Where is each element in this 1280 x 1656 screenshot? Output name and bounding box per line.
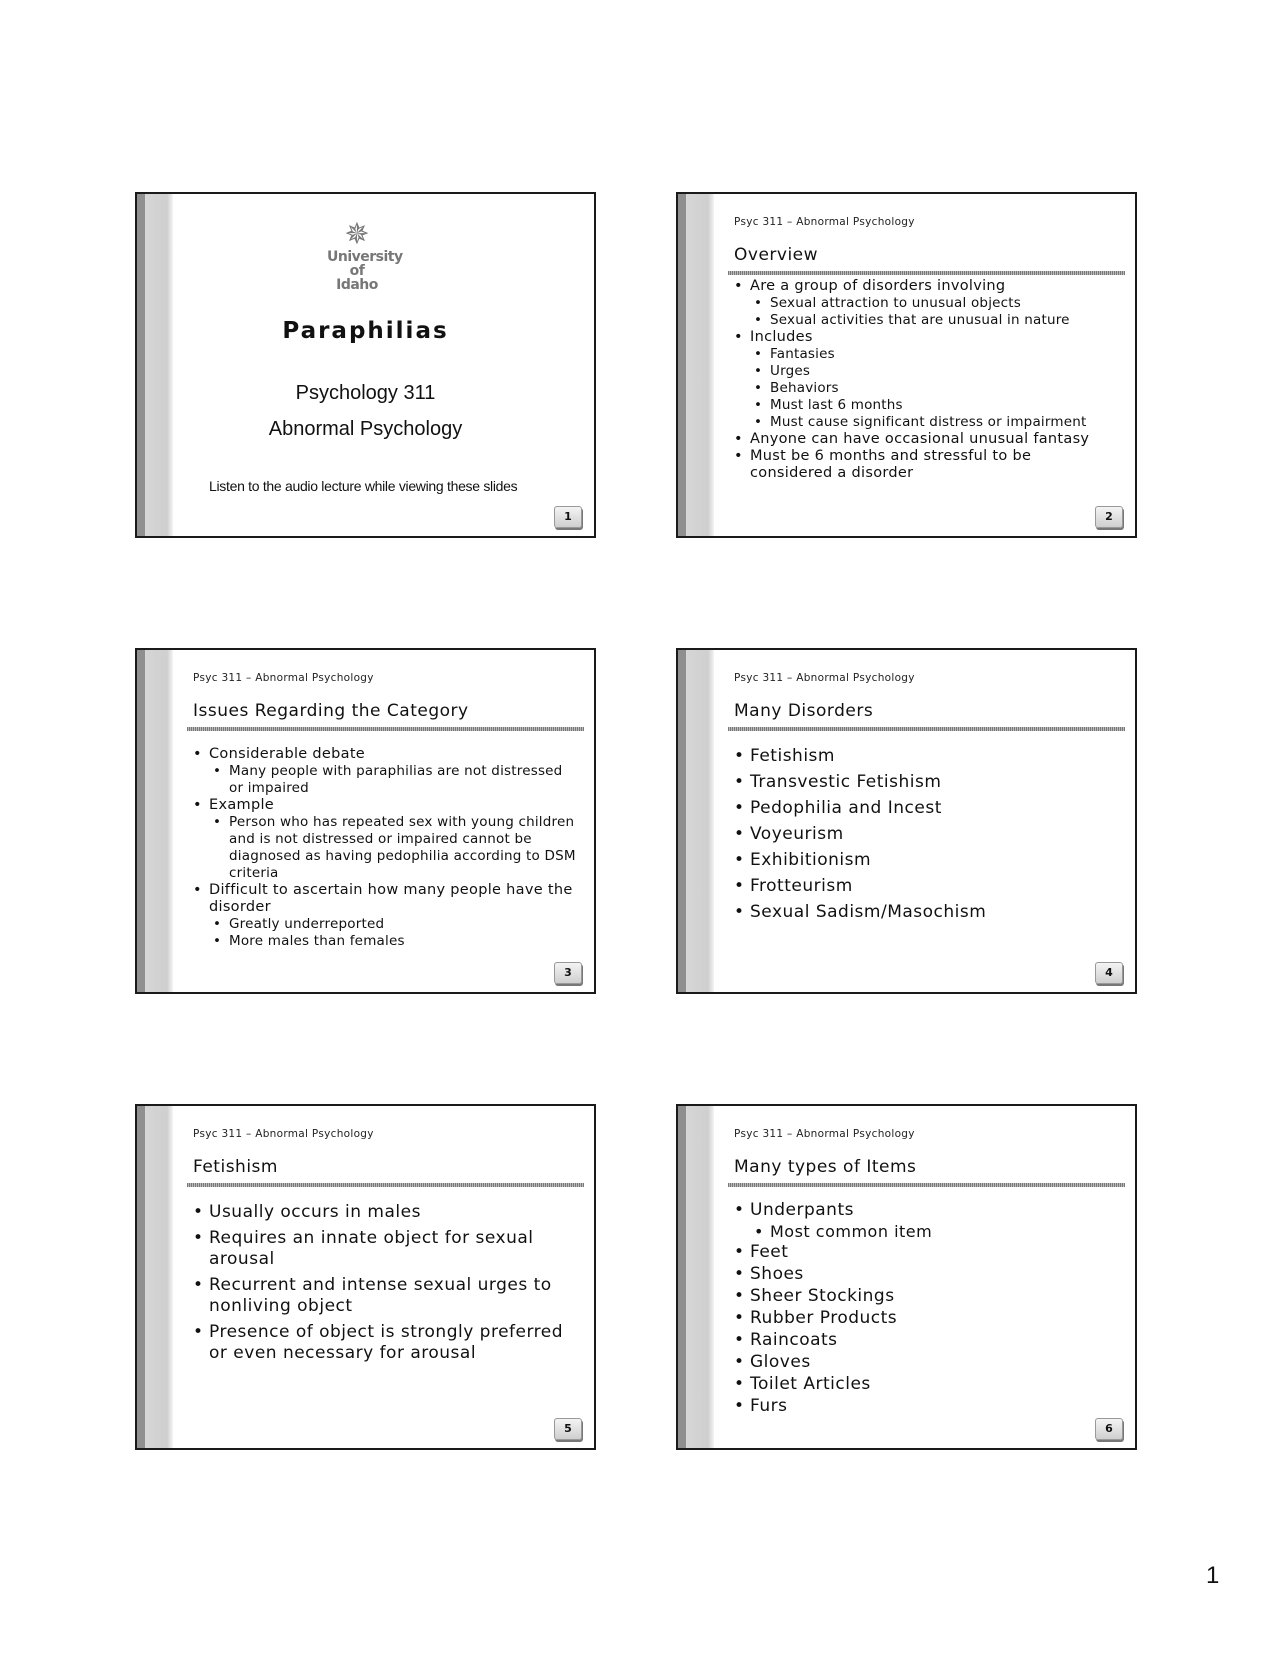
slide-content: [734, 746, 1117, 928]
slide-content: [734, 278, 1117, 482]
bullet-item: • Presence of object is strongly preferred or even necessary for arousal: [193, 1322, 576, 1364]
bullet-item: • Difficult to ascertain how many people have the disorder: [193, 882, 576, 916]
sub-bullet-item: • Sexual attraction to unusual objects: [754, 295, 1117, 312]
slide-side-bar: [137, 1106, 173, 1448]
bullet-item: • Exhibitionism: [734, 850, 1117, 871]
slide-title: Many Disorders: [734, 701, 874, 721]
logo-line-1: University: [327, 249, 403, 265]
bullet-list: [734, 1200, 1117, 1417]
bullet-item: • Anyone can have occasional unusual fantasy: [734, 431, 1117, 448]
sub-bullet-item: • Many people with paraphilias are not distressed or impaired: [213, 763, 576, 797]
title-rule: [187, 727, 584, 731]
bullet-list: [193, 746, 576, 950]
sub-bullet-list: [754, 295, 1117, 329]
slide-title: Issues Regarding the Category: [193, 701, 469, 721]
bullet-item: • Gloves: [734, 1352, 1117, 1373]
bullet-item: • Fetishism: [734, 746, 1117, 767]
sub-bullet-item: • Greatly underreported: [213, 916, 576, 933]
sub-bullet-item: • Behaviors: [754, 380, 1117, 397]
bullet-item: • Requires an innate object for sexual arousal: [193, 1228, 576, 1270]
bullet-item: • Voyeurism: [734, 824, 1117, 845]
bullet-item: • Considerable debate: [193, 746, 576, 763]
slide-title: Overview: [734, 245, 819, 265]
bullet-item: • Transvestic Fetishism: [734, 772, 1117, 793]
bullet-item: • Feet: [734, 1242, 1117, 1263]
slide-content: [193, 1202, 576, 1369]
course-header: Psyc 311 – Abnormal Psychology: [193, 672, 374, 684]
slide-2: [676, 192, 1137, 538]
course-name: Abnormal Psychology: [268, 418, 463, 440]
slide-number: 6: [1095, 1418, 1123, 1440]
bullet-item: • Shoes: [734, 1264, 1117, 1285]
sub-bullet-list: [213, 814, 576, 882]
slide-side-bar: [678, 650, 714, 992]
slide-title: Fetishism: [193, 1157, 278, 1177]
course-header: Psyc 311 – Abnormal Psychology: [734, 672, 915, 684]
sub-bullet-item: • Sexual activities that are unusual in nature: [754, 312, 1117, 329]
bullet-item: • Includes: [734, 329, 1117, 346]
slide-side-bar: [678, 194, 714, 536]
sub-bullet-list: [754, 1222, 1117, 1242]
bullet-item: • Sheer Stockings: [734, 1286, 1117, 1307]
slide-title: Many types of Items: [734, 1157, 917, 1177]
university-logo: [327, 217, 403, 293]
slide-side-bar: [137, 194, 173, 536]
slide-3: [135, 648, 596, 994]
slide-content: [734, 1200, 1117, 1418]
bullet-item: • Rubber Products: [734, 1308, 1117, 1329]
slide-side-bar: [678, 1106, 714, 1448]
sub-bullet-item: • Most common item: [754, 1222, 1117, 1242]
audio-note: Listen to the audio lecture while viewing these slides: [209, 478, 518, 494]
slide-side-bar: [137, 650, 173, 992]
bullet-list: [734, 278, 1117, 482]
slide-number: 5: [554, 1418, 582, 1440]
slide-number: 3: [554, 962, 582, 984]
title-rule: [728, 727, 1125, 731]
sunburst-icon: ✵: [344, 217, 370, 252]
bullet-item: • Sexual Sadism/Masochism: [734, 902, 1117, 923]
bullet-item: • Are a group of disorders involving: [734, 278, 1117, 295]
bullet-list: [193, 1202, 576, 1364]
slide-number: 2: [1095, 506, 1123, 528]
slide-5: [135, 1104, 596, 1450]
slide-title: Paraphilias: [282, 318, 449, 344]
bullet-item: • Pedophilia and Incest: [734, 798, 1117, 819]
bullet-item: • Underpants: [734, 1200, 1117, 1221]
slide-number: 4: [1095, 962, 1123, 984]
bullet-item: • Must be 6 months and stressful to be considered a disorder: [734, 448, 1117, 482]
logo-line-2: of Idaho: [336, 263, 378, 293]
sub-bullet-item: • More males than females: [213, 933, 576, 950]
title-rule: [728, 271, 1125, 275]
bullet-item: • Recurrent and intense sexual urges to nonliving object: [193, 1275, 576, 1317]
sub-bullet-item: • Urges: [754, 363, 1117, 380]
title-rule: [187, 1183, 584, 1187]
bullet-item: • Example: [193, 797, 576, 814]
sub-bullet-list: [213, 763, 576, 797]
course-header: Psyc 311 – Abnormal Psychology: [734, 1128, 915, 1140]
slide-content: [193, 746, 576, 950]
sub-bullet-item: • Must cause significant distress or impairment: [754, 414, 1117, 431]
sub-bullet-item: • Fantasies: [754, 346, 1117, 363]
title-rule: [728, 1183, 1125, 1187]
bullet-item: • Usually occurs in males: [193, 1202, 576, 1223]
course-header: Psyc 311 – Abnormal Psychology: [193, 1128, 374, 1140]
sub-bullet-item: • Must last 6 months: [754, 397, 1117, 414]
bullet-item: • Toilet Articles: [734, 1374, 1117, 1395]
course-number: Psychology 311: [295, 382, 436, 404]
sub-bullet-list: [213, 916, 576, 950]
slide-6: [676, 1104, 1137, 1450]
sub-bullet-item: • Person who has repeated sex with young children and is not distressed or impaired cannot be diagnosed as having pedophilia according to DSM criteria: [213, 814, 576, 882]
page-number: 1: [1206, 1562, 1220, 1589]
slide-1: [135, 192, 596, 538]
slide-number: 1: [554, 506, 582, 528]
bullet-item: • Furs: [734, 1396, 1117, 1417]
bullet-item: • Raincoats: [734, 1330, 1117, 1351]
bullet-item: • Frotteurism: [734, 876, 1117, 897]
course-header: Psyc 311 – Abnormal Psychology: [734, 216, 915, 228]
sub-bullet-list: [754, 346, 1117, 431]
slide-4: [676, 648, 1137, 994]
bullet-list: [734, 746, 1117, 923]
